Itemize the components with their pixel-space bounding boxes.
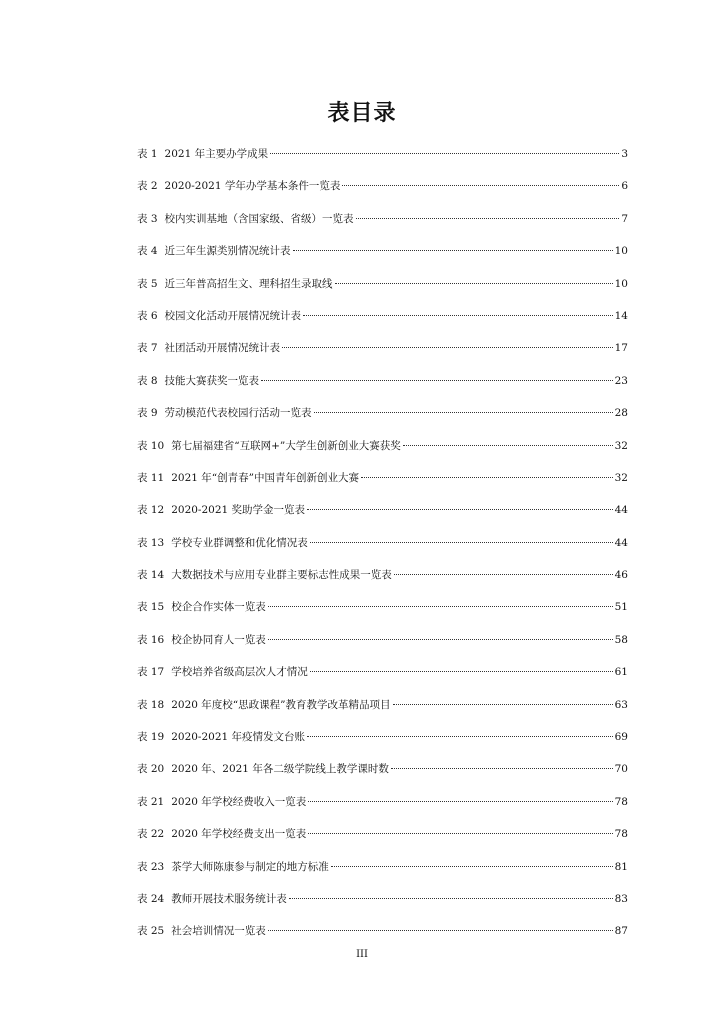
toc-entry-title: 2020 年、2021 年各二级学院线上教学课时数 <box>171 763 389 776</box>
dot-leader <box>289 898 613 899</box>
dot-leader <box>342 185 619 186</box>
toc-entry[interactable] <box>137 470 628 502</box>
dot-leader <box>303 315 613 316</box>
toc-entry-title: 2020-2021 学年办学基本条件一览表 <box>164 180 341 193</box>
dot-leader <box>307 736 613 737</box>
page-title: 表目录 <box>327 101 397 126</box>
dot-leader <box>394 574 613 575</box>
toc-entry-title: 茶学大师陈康参与制定的地方标准 <box>171 860 329 873</box>
toc-entry[interactable] <box>137 891 628 923</box>
toc-entry[interactable] <box>137 697 628 729</box>
toc-entry[interactable] <box>137 211 628 243</box>
toc-entry-number: 表 6 <box>137 309 158 322</box>
toc-entry-page: 81 <box>614 860 628 873</box>
toc-entry-page: 6 <box>621 180 628 193</box>
toc-entry-number: 表 15 <box>137 601 165 614</box>
table-list <box>137 146 628 956</box>
toc-entry-number: 表 24 <box>137 892 165 905</box>
dot-leader <box>308 833 612 834</box>
toc-entry-number: 表 20 <box>137 763 165 776</box>
toc-entry-number: 表 4 <box>137 245 158 258</box>
toc-entry-number: 表 3 <box>137 212 158 225</box>
dot-leader <box>335 283 613 284</box>
toc-entry-page: 78 <box>614 828 628 841</box>
toc-entry[interactable] <box>137 535 628 567</box>
toc-entry-title: 学校培养省级高层次人才情况 <box>171 666 308 679</box>
toc-entry-number: 表 25 <box>137 925 165 938</box>
toc-entry[interactable] <box>137 405 628 437</box>
toc-entry-page: 44 <box>614 536 628 549</box>
dot-leader <box>282 347 613 348</box>
toc-entry[interactable] <box>137 599 628 631</box>
toc-entry[interactable] <box>137 276 628 308</box>
toc-entry[interactable] <box>137 826 628 858</box>
toc-entry-number: 表 13 <box>137 536 165 549</box>
toc-entry-page: 17 <box>614 342 628 355</box>
toc-entry[interactable] <box>137 146 628 178</box>
toc-entry[interactable] <box>137 373 628 405</box>
toc-entry-number: 表 18 <box>137 698 165 711</box>
toc-entry-number: 表 14 <box>137 569 165 582</box>
toc-entry-title: 2020 年学校经费支出一览表 <box>171 828 307 841</box>
toc-entry-page: 69 <box>614 731 628 744</box>
dot-leader <box>268 639 613 640</box>
toc-entry-title: 2020-2021 奖助学金一览表 <box>171 504 306 517</box>
toc-entry[interactable] <box>137 664 628 696</box>
dot-leader <box>270 153 619 154</box>
toc-entry-page: 23 <box>614 374 628 387</box>
toc-entry-number: 表 8 <box>137 374 158 387</box>
dot-leader <box>268 606 613 607</box>
toc-entry-title: 大数据技术与应用专业群主要标志性成果一览表 <box>171 569 392 582</box>
toc-entry-page: 32 <box>614 471 628 484</box>
dot-leader <box>403 445 613 446</box>
toc-entry-number: 表 21 <box>137 795 165 808</box>
toc-entry-title: 校企合作实体一览表 <box>171 601 266 614</box>
toc-entry-title: 教师开展技术服务统计表 <box>171 892 287 905</box>
toc-entry-title: 近三年生源类别情况统计表 <box>164 245 291 258</box>
toc-entry[interactable] <box>137 308 628 340</box>
toc-entry-page: 3 <box>621 148 628 160</box>
toc-entry-page: 14 <box>614 309 628 322</box>
toc-entry-number: 表 7 <box>137 342 158 355</box>
toc-entry[interactable] <box>137 632 628 664</box>
toc-entry-title: 2021 年主要办学成果 <box>164 148 269 160</box>
toc-entry-number: 表 9 <box>137 407 158 420</box>
dot-leader <box>261 380 613 381</box>
toc-entry-page: 32 <box>614 439 628 452</box>
toc-entry-page: 28 <box>614 407 628 420</box>
toc-entry[interactable] <box>137 761 628 793</box>
toc-entry[interactable] <box>137 859 628 891</box>
toc-entry-page: 61 <box>614 666 628 679</box>
toc-entry-number: 表 17 <box>137 666 165 679</box>
toc-entry-page: 78 <box>614 795 628 808</box>
page-number: III <box>356 949 368 960</box>
toc-entry-number: 表 22 <box>137 828 165 841</box>
toc-entry-title: 校园文化活动开展情况统计表 <box>164 309 302 322</box>
toc-entry-title: 近三年普高招生文、理科招生录取线 <box>164 277 333 290</box>
toc-entry-page: 46 <box>614 569 628 582</box>
toc-entry[interactable] <box>137 438 628 470</box>
dot-leader <box>393 704 613 705</box>
toc-entry-title: 第七届福建省“互联网+”大学生创新创业大赛获奖 <box>171 439 401 452</box>
toc-entry-title: 2020-2021 年疫情发文台账 <box>171 731 306 744</box>
toc-entry-page: 70 <box>614 763 628 776</box>
toc-entry-title: 校企协同育人一览表 <box>171 633 266 646</box>
toc-entry[interactable] <box>137 502 628 534</box>
toc-entry-number: 表 10 <box>137 439 165 452</box>
toc-entry-title: 校内实训基地（含国家级、省级）一览表 <box>164 212 354 225</box>
toc-entry-number: 表 2 <box>137 180 158 193</box>
toc-entry[interactable] <box>137 729 628 761</box>
toc-entry-title: 2021 年“创青春”中国青年创新创业大赛 <box>171 471 359 484</box>
dot-leader <box>361 477 613 478</box>
toc-entry-number: 表 23 <box>137 860 165 873</box>
toc-entry-page: 83 <box>614 892 628 905</box>
dot-leader <box>310 542 613 543</box>
toc-entry[interactable] <box>137 340 628 372</box>
toc-entry-number: 表 11 <box>137 471 165 484</box>
toc-entry[interactable] <box>137 178 628 210</box>
dot-leader <box>356 218 620 219</box>
toc-entry-number: 表 1 <box>137 148 158 160</box>
toc-entry-title: 2020 年度校“思政课程”教育教学改革精品项目 <box>171 698 391 711</box>
toc-entry-page: 7 <box>621 212 628 225</box>
toc-entry-number: 表 19 <box>137 731 165 744</box>
toc-entry-page: 63 <box>614 698 628 711</box>
dot-leader <box>331 866 613 867</box>
toc-entry-page: 58 <box>614 633 628 646</box>
toc-entry-page: 51 <box>614 601 628 614</box>
dot-leader <box>307 509 613 510</box>
toc-entry-page: 10 <box>614 245 628 258</box>
dot-leader <box>391 768 613 769</box>
toc-entry[interactable] <box>137 794 628 826</box>
toc-entry-page: 10 <box>614 277 628 290</box>
dot-leader <box>314 412 613 413</box>
toc-entry-title: 学校专业群调整和优化情况表 <box>171 536 308 549</box>
dot-leader <box>268 930 613 931</box>
dot-leader <box>310 671 613 672</box>
dot-leader <box>293 250 613 251</box>
toc-entry-number: 表 16 <box>137 633 165 646</box>
toc-entry-number: 表 5 <box>137 277 158 290</box>
toc-entry-title: 社团活动开展情况统计表 <box>164 342 281 355</box>
toc-entry[interactable] <box>137 567 628 599</box>
toc-entry-title: 社会培训情况一览表 <box>171 925 266 938</box>
toc-entry-page: 44 <box>614 504 628 517</box>
toc-entry-page: 87 <box>614 925 628 938</box>
toc-entry[interactable] <box>137 243 628 275</box>
toc-entry-title: 劳动模范代表校园行活动一览表 <box>164 407 312 420</box>
toc-entry-title: 技能大赛获奖一览表 <box>164 374 260 387</box>
toc-entry-number: 表 12 <box>137 504 165 517</box>
dot-leader <box>308 801 612 802</box>
toc-entry-title: 2020 年学校经费收入一览表 <box>171 795 307 808</box>
